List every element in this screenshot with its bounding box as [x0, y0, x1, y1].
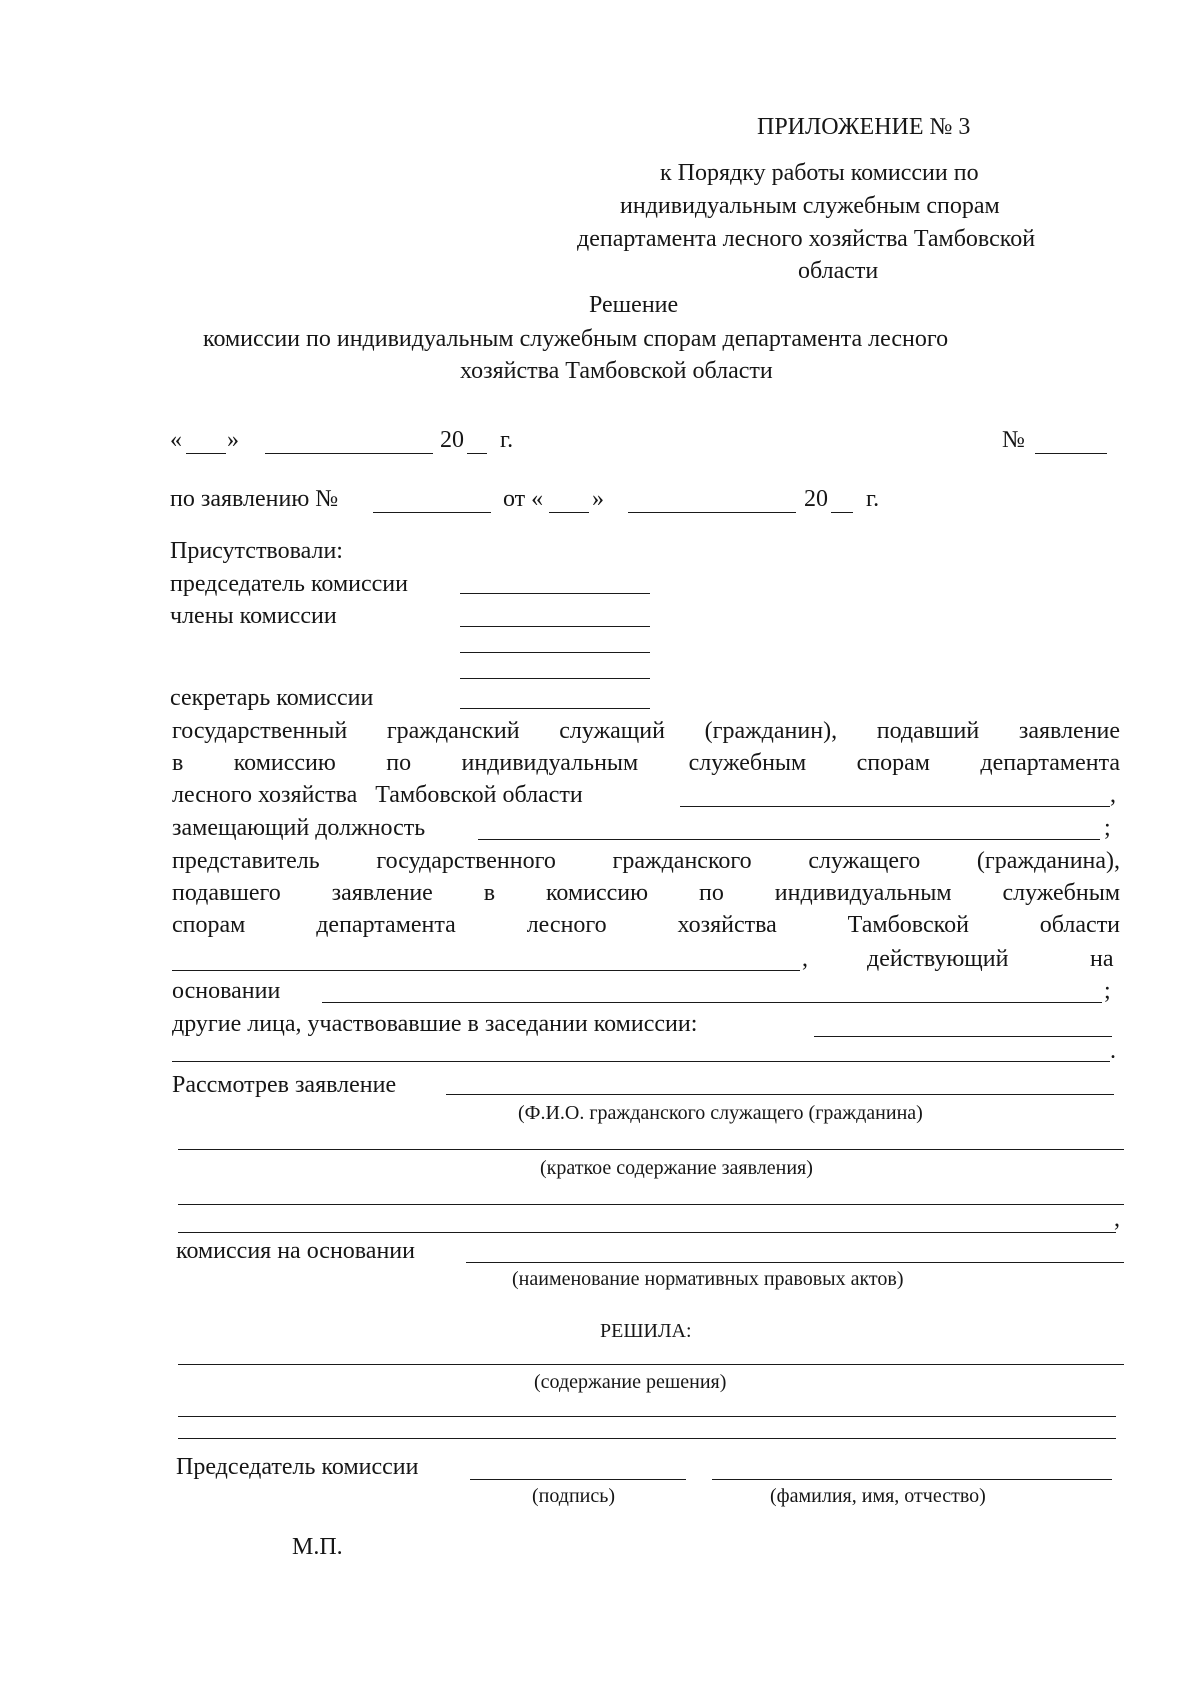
commission-basis-caption: (наименование нормативных правовых актов)	[512, 1268, 904, 1290]
representative-line-1: представитель государственного гражданского служащего (гражданина),	[172, 848, 1121, 874]
applicant-line-2: в комиссию по индивидуальным служебным спорам департамента	[172, 750, 1120, 776]
commission-basis-line	[466, 1262, 1124, 1263]
secretary-label: секретарь комиссии	[170, 685, 374, 711]
application-day-line	[549, 512, 589, 513]
review-summary-line-3	[178, 1232, 1116, 1233]
representative-comma: ,	[802, 946, 808, 972]
review-label: Рассмотрев заявление	[172, 1072, 397, 1098]
appendix-number: ПРИЛОЖЕНИЕ № 3	[757, 114, 971, 140]
review-fio-caption: (Ф.И.О. гражданского служащего (гражданина)	[518, 1102, 923, 1124]
member-line-3	[460, 678, 650, 679]
appendix-ref-line-1: к Порядку работы комиссии по	[660, 160, 979, 186]
date-year-line	[467, 453, 487, 454]
signature-name-caption: (фамилия, имя, отчество)	[770, 1485, 986, 1507]
application-quote-close: »	[592, 486, 604, 512]
document-subtitle-line-2: хозяйства Тамбовской области	[460, 358, 773, 384]
others-line-1	[814, 1036, 1112, 1037]
document-title: Решение	[589, 292, 679, 318]
review-summary-caption: (краткое содержание заявления)	[540, 1157, 813, 1179]
review-fio-line	[446, 1094, 1114, 1095]
basis-label: основании	[172, 978, 281, 1004]
others-line-2	[172, 1061, 1110, 1062]
date-quote-open: «	[170, 427, 182, 453]
application-label: по заявлению №	[170, 486, 339, 512]
signature-sign-line	[470, 1479, 686, 1480]
position-label: замещающий должность	[172, 815, 426, 841]
decision-caption: (содержание решения)	[534, 1371, 727, 1393]
application-number-line	[373, 512, 491, 513]
basis-semicolon: ;	[1104, 978, 1111, 1004]
decision-line-3	[178, 1438, 1116, 1439]
application-year-prefix: 20	[804, 486, 828, 512]
seal-placeholder: М.П.	[292, 1534, 343, 1560]
position-semicolon: ;	[1104, 815, 1111, 841]
applicant-comma: ,	[1110, 782, 1116, 808]
date-month-line	[265, 453, 433, 454]
review-summary-line-1	[178, 1149, 1124, 1150]
decision-number-line	[1035, 453, 1107, 454]
application-month-line	[628, 512, 796, 513]
representative-name-line	[172, 970, 800, 971]
signature-label: Председатель комиссии	[176, 1454, 419, 1480]
applicant-name-line	[680, 806, 1110, 807]
appendix-ref-line-3: департамента лесного хозяйства Тамбовской	[577, 226, 1036, 252]
applicant-line-1: государственный гражданский служащий (гражданин), подавший заявление	[172, 718, 1121, 744]
others-period: .	[1110, 1038, 1116, 1064]
signature-sign-caption: (подпись)	[532, 1485, 616, 1507]
member-line-1	[460, 626, 650, 627]
signature-name-line	[712, 1479, 1112, 1480]
date-quote-close: »	[227, 427, 239, 453]
date-year-suffix: г.	[500, 427, 514, 453]
members-label: члены комиссии	[170, 603, 337, 629]
document-subtitle-line-1: комиссии по индивидуальным служебным спорам департамента лесного	[203, 326, 949, 352]
secretary-line	[460, 708, 650, 709]
basis-line	[322, 1002, 1102, 1003]
application-year-line	[831, 512, 853, 513]
decision-heading: РЕШИЛА:	[600, 1320, 692, 1342]
position-line	[478, 839, 1100, 840]
representative-line-2: подавшего заявление в комиссию по индивидуальным служебным	[172, 880, 1121, 906]
representative-line-3: спорам департамента лесного хозяйства Тамбовской области	[172, 912, 1121, 938]
representative-on: на	[1090, 946, 1114, 972]
commission-basis-label: комиссия на основании	[176, 1238, 415, 1264]
chairman-line	[460, 593, 650, 594]
appendix-ref-line-4: области	[798, 258, 879, 284]
chairman-label: председатель комиссии	[170, 571, 408, 597]
appendix-ref-line-2: индивидуальным служебным спорам	[620, 193, 1000, 219]
review-comma: ,	[1114, 1206, 1120, 1232]
member-line-2	[460, 652, 650, 653]
date-year-prefix: 20	[440, 427, 464, 453]
applicant-line-3: лесного хозяйства Тамбовской области	[172, 782, 583, 808]
decision-line-1	[178, 1364, 1124, 1365]
decision-number-sign: №	[1002, 427, 1025, 453]
application-from: от «	[503, 486, 544, 512]
representative-acting: действующий	[867, 946, 1009, 972]
attendees-heading: Присутствовали:	[170, 538, 343, 564]
review-summary-line-2	[178, 1204, 1124, 1205]
others-label: другие лица, участвовавшие в заседании комиссии:	[172, 1011, 698, 1037]
decision-line-2	[178, 1416, 1116, 1417]
application-year-suffix: г.	[866, 486, 880, 512]
date-day-line	[186, 453, 226, 454]
